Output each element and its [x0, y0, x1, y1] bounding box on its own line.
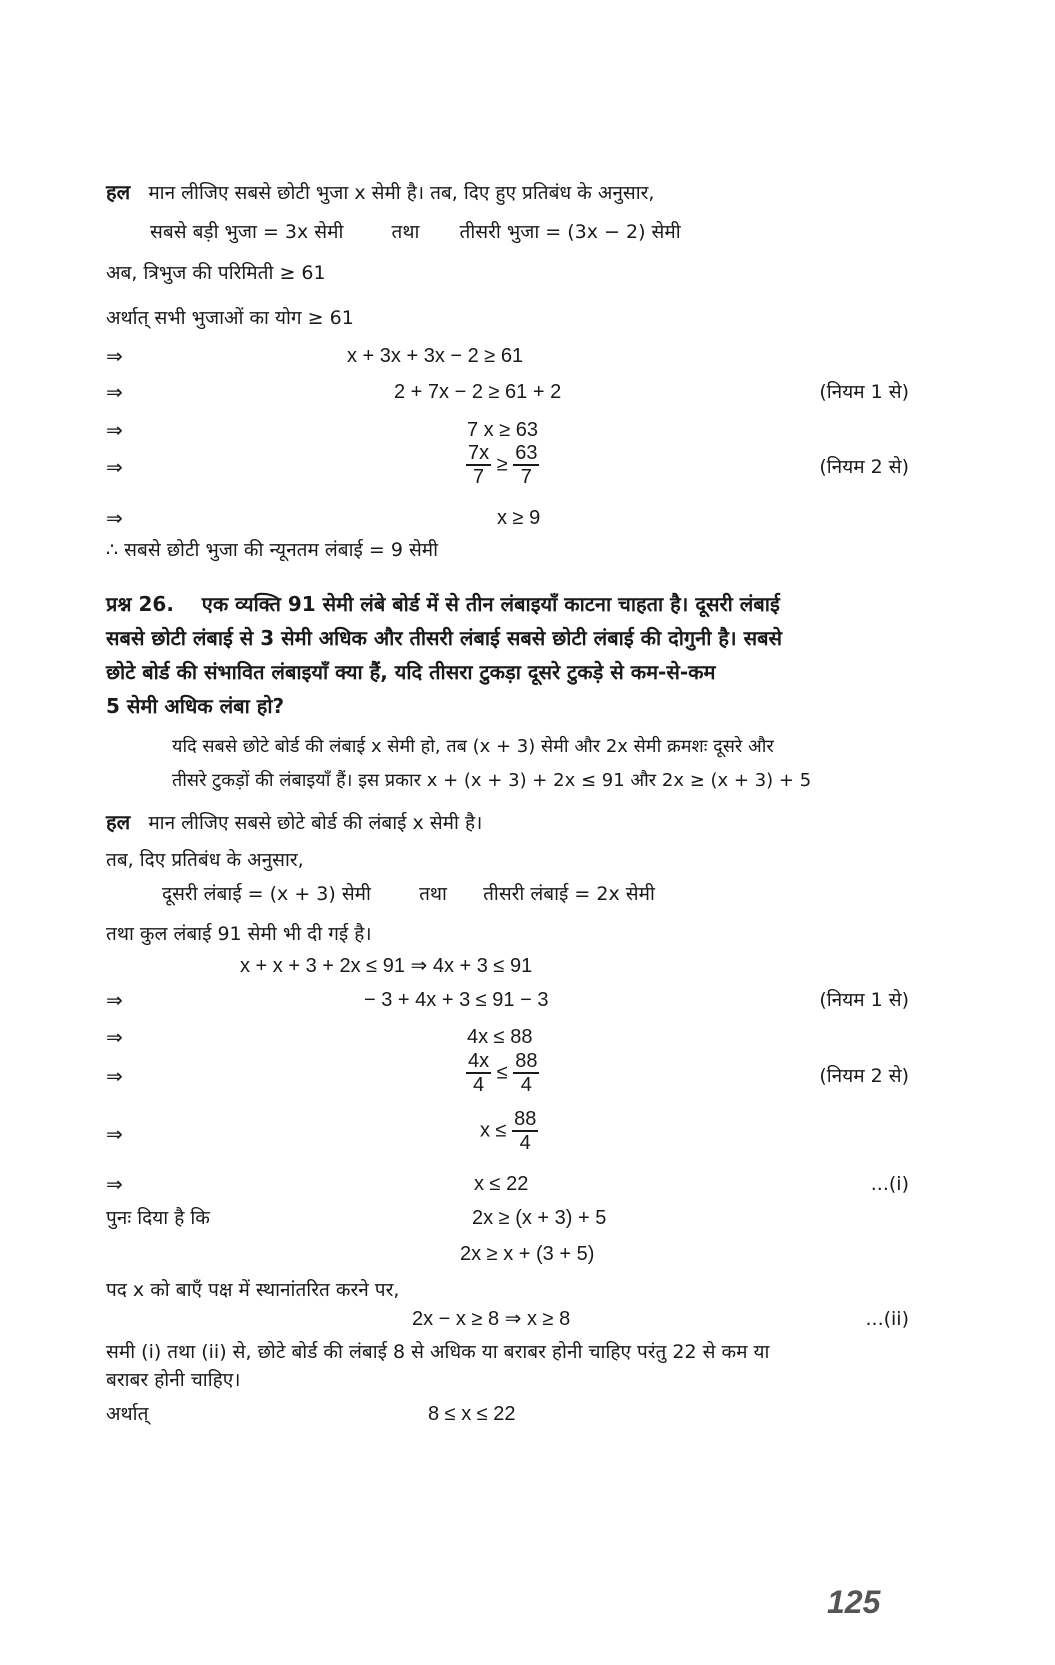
final-equation: 8 ≤ x ≤ 22	[428, 1403, 516, 1425]
implies-arrow: ⇒	[106, 380, 123, 404]
transfer-statement: पद x को बाएँ पक्ष में स्थानांतरित करने पर,	[106, 1279, 400, 1301]
solution-1-intro: हल मान लीजिए सबसे छोटी भुजा x सेमी है। तब, दिए हुए प्रतिबंध के अनुसार,	[106, 180, 655, 204]
equation-step: x ≤ 22	[474, 1173, 529, 1195]
fraction: $\frac{63}{7}$	[515, 442, 538, 488]
solution-label: हल	[106, 810, 131, 834]
solution-2-intro: हल मान लीजिए सबसे छोटे बोर्ड की लंबाई x सेमी है।	[106, 810, 483, 834]
condition-statement: तब, दिए प्रतिबंध के अनुसार,	[106, 849, 304, 871]
implies-arrow: ⇒	[106, 1064, 123, 1088]
implies-arrow: ⇒	[106, 506, 123, 530]
implies-arrow: ⇒	[106, 1122, 123, 1146]
equation-step: x + 3x + 3x − 2 ≥ 61	[347, 345, 524, 367]
page-number: 125	[827, 1584, 881, 1620]
rule-reference: (नियम 1 से)	[819, 381, 909, 403]
equation-step: 4x ≤ 88	[467, 1026, 533, 1048]
fraction: $\frac{88}{4}$	[515, 1050, 538, 1096]
sides-definition: सबसे बड़ी भुजा = 3x सेमी तथा तीसरी भुजा = (3x − 2) सेमी	[150, 221, 681, 243]
solution-label: हल	[106, 180, 131, 204]
equation-step: 2 + 7x − 2 ≥ 61 + 2	[394, 381, 562, 403]
equation-step: 2x ≥ (x + 3) + 5	[472, 1207, 607, 1229]
question-26-line-2: सबसे छोटी लंबाई से 3 सेमी अधिक और तीसरी लंबाई सबसे छोटी लंबाई की दोगुनी है। सबसे	[106, 626, 783, 650]
first-equation: x + x + 3 + 2x ≤ 91 ⇒ 4x + 3 ≤ 91	[240, 955, 533, 977]
fraction-step: $\frac{7x}{7}$ ≥ $\frac{63}{7}$	[468, 442, 538, 488]
fraction-step: x ≤ $\frac{88}{4}$	[480, 1108, 537, 1154]
total-length-statement: तथा कुल लंबाई 91 सेमी भी दी गई है।	[106, 923, 372, 945]
equation-step: x ≥ 9	[497, 507, 541, 529]
rule-reference: (नियम 1 से)	[819, 989, 909, 1011]
implies-arrow: ⇒	[106, 1025, 123, 1049]
question-26-line-1: प्रश्न 26. एक व्यक्ति 91 सेमी लंबे बोर्ड में से तीन लंबाइयाँ काटना चाहता है। दूसरी लंबाई	[106, 592, 780, 616]
implies-arrow: ⇒	[106, 1172, 123, 1196]
result-equation: 2x − x ≥ 8 ⇒ x ≥ 8	[412, 1308, 571, 1330]
implies-arrow: ⇒	[106, 455, 123, 479]
implies-arrow: ⇒	[106, 418, 123, 442]
again-label: पुनः दिया है कि	[106, 1207, 210, 1229]
equation-tag: ...(i)	[870, 1173, 909, 1195]
rule-reference: (नियम 2 से)	[819, 1065, 909, 1087]
final-label: अर्थात्	[106, 1403, 149, 1425]
question-26-line-4: 5 सेमी अधिक लंबा हो?	[106, 694, 285, 718]
perimeter-statement: अब, त्रिभुज की परिमिती ≥ 61	[106, 262, 326, 284]
question-label: प्रश्न 26.	[106, 592, 174, 616]
fraction: $\frac{7x}{7}$	[468, 442, 490, 488]
sum-statement: अर्थात् सभी भुजाओं का योग ≥ 61	[106, 307, 354, 329]
question-26-line-3: छोटे बोर्ड की संभावित लंबाइयाँ क्या हैं, यदि तीसरा टुकड़ा दूसरे टुकड़े से कम-से-कम	[106, 660, 716, 684]
implies-arrow: ⇒	[106, 988, 123, 1012]
equation-step: 7 x ≥ 63	[467, 419, 539, 441]
equation-step: 2x ≥ x + (3 + 5)	[460, 1243, 595, 1265]
implies-arrow: ⇒	[106, 344, 123, 368]
fraction-step: $\frac{4x}{4}$ ≤ $\frac{88}{4}$	[468, 1050, 538, 1096]
rule-reference: (नियम 2 से)	[819, 456, 909, 478]
fraction: $\frac{4x}{4}$	[468, 1050, 490, 1096]
equation-step: − 3 + 4x + 3 ≤ 91 − 3	[364, 989, 549, 1011]
equation-tag: ...(ii)	[865, 1308, 909, 1330]
hint-line-2: तीसरे टुकड़ों की लंबाइयाँ हैं। इस प्रकार x + (x + 3) + 2x ≤ 91 और 2x ≥ (x + 3) + 5	[172, 770, 812, 791]
combine-line-2: बराबर होनी चाहिए।	[106, 1369, 241, 1391]
fraction: $\frac{88}{4}$	[514, 1108, 537, 1154]
combine-line-1: समी (i) तथा (ii) से, छोटे बोर्ड की लंबाई 8 से अधिक या बराबर होनी चाहिए परंतु 22 से कम या	[106, 1341, 770, 1363]
lengths-definition: दूसरी लंबाई = (x + 3) सेमी तथा तीसरी लंबाई = 2x सेमी	[162, 883, 655, 905]
conclusion: ∴ सबसे छोटी भुजा की न्यूनतम लंबाई = 9 सेमी	[106, 539, 439, 561]
hint-line-1: यदि सबसे छोटे बोर्ड की लंबाई x सेमी हो, तब (x + 3) सेमी और 2x सेमी क्रमशः दूसरे और	[172, 736, 774, 757]
